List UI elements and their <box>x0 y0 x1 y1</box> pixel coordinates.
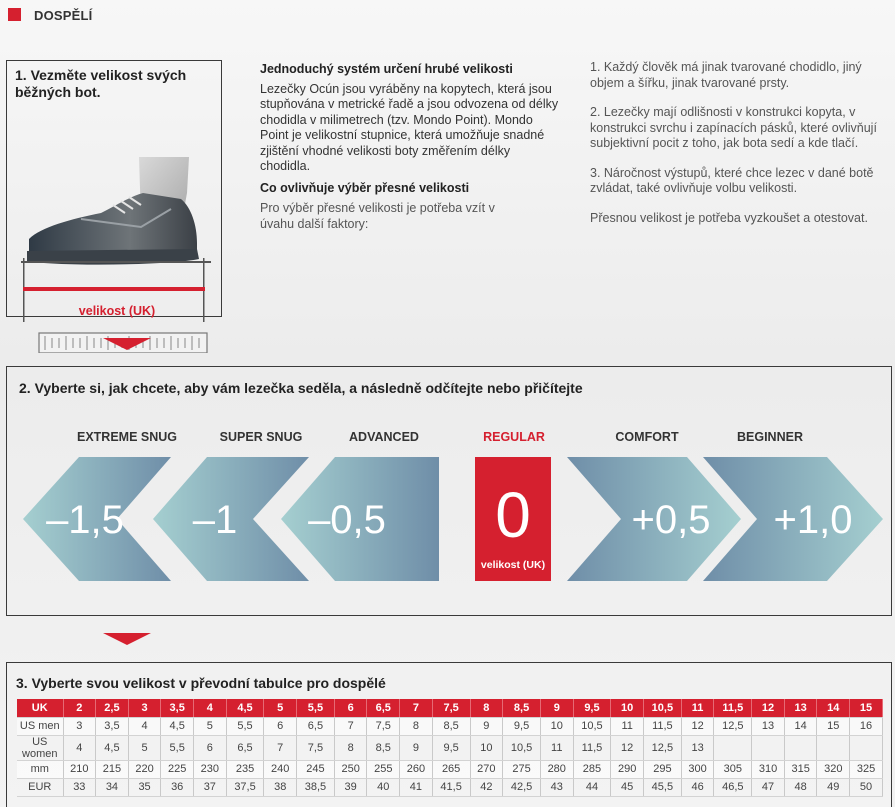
table-header-cell: 14 <box>817 699 850 717</box>
table-cell: 36 <box>161 778 194 796</box>
level-value-comfort: +0,5 <box>631 498 711 542</box>
factor-note: Přesnou velikost je potřeba vyzkoušet a otestovat. <box>590 210 868 225</box>
table-header-cell: 9 <box>540 699 573 717</box>
table-cell: 50 <box>850 778 883 796</box>
table-row-label: US women <box>17 735 63 760</box>
regular-sublabel: velikost (UK) <box>480 559 546 571</box>
table-cell: 12 <box>681 717 714 735</box>
table-cell: 235 <box>226 760 264 778</box>
table-cell: 39 <box>334 778 367 796</box>
table-cell: 240 <box>264 760 297 778</box>
table-cell: 4,5 <box>96 735 129 760</box>
table-row-label: EUR <box>17 778 63 796</box>
table-cell: 48 <box>784 778 817 796</box>
table-header-cell: 6,5 <box>367 699 400 717</box>
table-cell: 45,5 <box>643 778 681 796</box>
table-cell: 40 <box>367 778 400 796</box>
table-header-cell: 8,5 <box>503 699 541 717</box>
table-cell: 12,5 <box>714 717 752 735</box>
table-cell: 6 <box>194 735 227 760</box>
table-header-cell: 10,5 <box>643 699 681 717</box>
table-cell: 7,5 <box>297 735 335 760</box>
table-cell: 12,5 <box>643 735 681 760</box>
table-header-label: UK <box>17 699 63 717</box>
table-cell: 49 <box>817 778 850 796</box>
table-cell: 9,5 <box>503 717 541 735</box>
table-cell: 5,5 <box>161 735 194 760</box>
page-title: DOSPĚLÍ <box>34 8 93 23</box>
table-cell: 6,5 <box>297 717 335 735</box>
table-header-cell: 7 <box>400 699 433 717</box>
step3-box <box>6 662 892 807</box>
table-cell: 38 <box>264 778 297 796</box>
table-header-cell: 13 <box>784 699 817 717</box>
header-marker <box>8 8 21 21</box>
table-cell: 320 <box>817 760 850 778</box>
table-cell: 10 <box>540 717 573 735</box>
table-cell: 225 <box>161 760 194 778</box>
table-cell: 16 <box>850 717 883 735</box>
table-cell: 245 <box>297 760 335 778</box>
table-cell: 250 <box>334 760 367 778</box>
intro-paragraph: Lezečky Ocún jsou vyráběny na kopytech, která jsou stupňována v metrické řadě a jsou odvozena od délky chodidla v milimetrech (tzv. Mondo Point). Mondo Point je velikostní stupnice, která umožňuje snadné zjištění vhodné velikosti boty změřením délky chodidla. <box>260 81 559 173</box>
table-cell: 220 <box>128 760 161 778</box>
down-arrow-2 <box>103 633 151 645</box>
table-cell: 46,5 <box>714 778 752 796</box>
table-cell: 255 <box>367 760 400 778</box>
table-header-cell: 4,5 <box>226 699 264 717</box>
table-header-cell: 3 <box>128 699 161 717</box>
table-cell: 34 <box>96 778 129 796</box>
table-cell: 13 <box>681 735 714 760</box>
table-cell: 5 <box>128 735 161 760</box>
table-cell: 33 <box>63 778 96 796</box>
table-cell: 13 <box>752 717 785 735</box>
table-cell: 8,5 <box>432 717 470 735</box>
table-cell: 10,5 <box>573 717 611 735</box>
table-cell: 9 <box>470 717 503 735</box>
table-cell: 215 <box>96 760 129 778</box>
table-cell: 8 <box>334 735 367 760</box>
table-cell: 230 <box>194 760 227 778</box>
table-cell: 7 <box>264 735 297 760</box>
table-cell: 9,5 <box>432 735 470 760</box>
table-cell: 14 <box>784 717 817 735</box>
table-header-cell: 9,5 <box>573 699 611 717</box>
table-cell: 210 <box>63 760 96 778</box>
table-cell: 260 <box>400 760 433 778</box>
size-conversion-table <box>17 699 883 797</box>
factors-paragraph: Pro výběr přesné velikosti je potřeba vzít v úvahu další faktory: <box>260 201 495 231</box>
table-row-label: mm <box>17 760 63 778</box>
factor-item: 2. Lezečky mají odlišnosti v konstrukci kopyta, v konstrukci svrchu i zapínacích pásků, které ovlivňují subjektivní pocit z toho, jak bota sedí a kde tlačí. <box>590 105 877 150</box>
factor-item: 1. Každý člověk má jinak tvarované chodidlo, jiný objem a šířku, jinak tvarované prsty. <box>590 60 862 90</box>
intro-text <box>260 62 560 232</box>
table-header-cell: 2,5 <box>96 699 129 717</box>
factors-list <box>590 60 890 240</box>
table-cell: 3 <box>63 717 96 735</box>
table-cell: 44 <box>573 778 611 796</box>
table-header-cell: 6 <box>334 699 367 717</box>
table-cell: 37,5 <box>226 778 264 796</box>
table-cell: 35 <box>128 778 161 796</box>
table-cell <box>714 735 752 760</box>
table-cell: 7,5 <box>367 717 400 735</box>
table-cell: 42,5 <box>503 778 541 796</box>
table-cell: 8 <box>400 717 433 735</box>
table-cell: 275 <box>503 760 541 778</box>
table-cell: 10,5 <box>503 735 541 760</box>
step1-title: 1. Vezměte velikost svých běžných bot. <box>15 67 187 100</box>
factors-heading: Co ovlivňuje výběr přesné velikosti <box>260 180 470 195</box>
table-cell: 7 <box>334 717 367 735</box>
table-header-cell: 15 <box>850 699 883 717</box>
measure-line <box>23 287 205 291</box>
table-cell: 37 <box>194 778 227 796</box>
table-cell <box>752 735 785 760</box>
table-header-row <box>17 699 883 717</box>
table-cell: 265 <box>432 760 470 778</box>
table-header-cell: 8 <box>470 699 503 717</box>
table-cell: 41 <box>400 778 433 796</box>
table-cell: 8,5 <box>367 735 400 760</box>
shoe-measure-illustration <box>21 153 211 353</box>
table-cell: 285 <box>573 760 611 778</box>
table-cell: 295 <box>643 760 681 778</box>
table-cell: 43 <box>540 778 573 796</box>
step2-title: 2. Vyberte si, jak chcete, aby vám lezečka seděla, a následně odčítejte nebo přičítejte <box>19 380 583 396</box>
table-cell: 11,5 <box>643 717 681 735</box>
level-value-super-snug: –1 <box>192 498 238 542</box>
table-cell: 270 <box>470 760 503 778</box>
table-header-cell: 11 <box>681 699 714 717</box>
table-cell: 315 <box>784 760 817 778</box>
down-arrow-1 <box>103 338 151 350</box>
table-cell: 4 <box>128 717 161 735</box>
table-header-cell: 5,5 <box>297 699 335 717</box>
table-cell: 15 <box>817 717 850 735</box>
table-cell: 38,5 <box>297 778 335 796</box>
table-cell: 46 <box>681 778 714 796</box>
step3-title: 3. Vyberte svou velikost v převodní tabulce pro dospělé <box>16 675 386 691</box>
level-label-beginner: BEGINNER <box>737 430 803 444</box>
table-row <box>17 735 883 760</box>
table-cell: 11,5 <box>573 735 611 760</box>
table-cell: 290 <box>611 760 644 778</box>
table-cell <box>817 735 850 760</box>
table-header-cell: 3,5 <box>161 699 194 717</box>
table-cell: 4,5 <box>161 717 194 735</box>
level-value-advanced: –0,5 <box>308 498 386 542</box>
shoe-upper <box>29 193 197 257</box>
table-cell: 6,5 <box>226 735 264 760</box>
level-value-beginner: +1,0 <box>773 498 853 542</box>
table-cell: 325 <box>850 760 883 778</box>
level-value-regular: 0 <box>495 479 531 551</box>
level-label-super-snug: SUPER SNUG <box>219 430 303 444</box>
table-cell: 3,5 <box>96 717 129 735</box>
table-cell: 6 <box>264 717 297 735</box>
table-row <box>17 717 883 735</box>
fit-levels-chart <box>7 367 891 615</box>
table-header-cell: 2 <box>63 699 96 717</box>
level-label-regular: REGULAR <box>483 430 545 444</box>
table-cell: 300 <box>681 760 714 778</box>
level-label-comfort: COMFORT <box>615 430 679 444</box>
table-row <box>17 760 883 778</box>
table-cell: 10 <box>470 735 503 760</box>
table-cell: 11 <box>540 735 573 760</box>
table-cell: 310 <box>752 760 785 778</box>
table-cell: 5 <box>194 717 227 735</box>
table-cell: 305 <box>714 760 752 778</box>
level-value-extreme-snug: –1,5 <box>46 498 124 542</box>
size-label: velikost (UK) <box>78 304 156 318</box>
level-label-extreme-snug: EXTREME SNUG <box>76 430 177 444</box>
table-cell: 11 <box>611 717 644 735</box>
table-header-cell: 5 <box>264 699 297 717</box>
table-cell: 42 <box>470 778 503 796</box>
factor-item: 3. Náročnost výstupů, které chce lezec v dané botě zvládat, také ovlivňuje volbu velikosti. <box>590 165 874 195</box>
table-header-cell: 7,5 <box>432 699 470 717</box>
table-header-cell: 4 <box>194 699 227 717</box>
table-row-label: US men <box>17 717 63 735</box>
table-cell: 41,5 <box>432 778 470 796</box>
table-cell: 45 <box>611 778 644 796</box>
table-row <box>17 778 883 796</box>
intro-heading: Jednoduchý systém určení hrubé velikosti <box>260 62 513 76</box>
level-label-advanced: ADVANCED <box>349 430 419 444</box>
step1-box <box>6 60 222 317</box>
table-cell <box>784 735 817 760</box>
table-header-cell: 10 <box>611 699 644 717</box>
table-cell: 280 <box>540 760 573 778</box>
table-header-cell: 11,5 <box>714 699 752 717</box>
table-cell: 5,5 <box>226 717 264 735</box>
table-cell: 12 <box>611 735 644 760</box>
step2-box <box>6 366 892 616</box>
table-cell <box>850 735 883 760</box>
table-header-cell: 12 <box>752 699 785 717</box>
table-cell: 9 <box>400 735 433 760</box>
table-cell: 4 <box>63 735 96 760</box>
table-cell: 47 <box>752 778 785 796</box>
